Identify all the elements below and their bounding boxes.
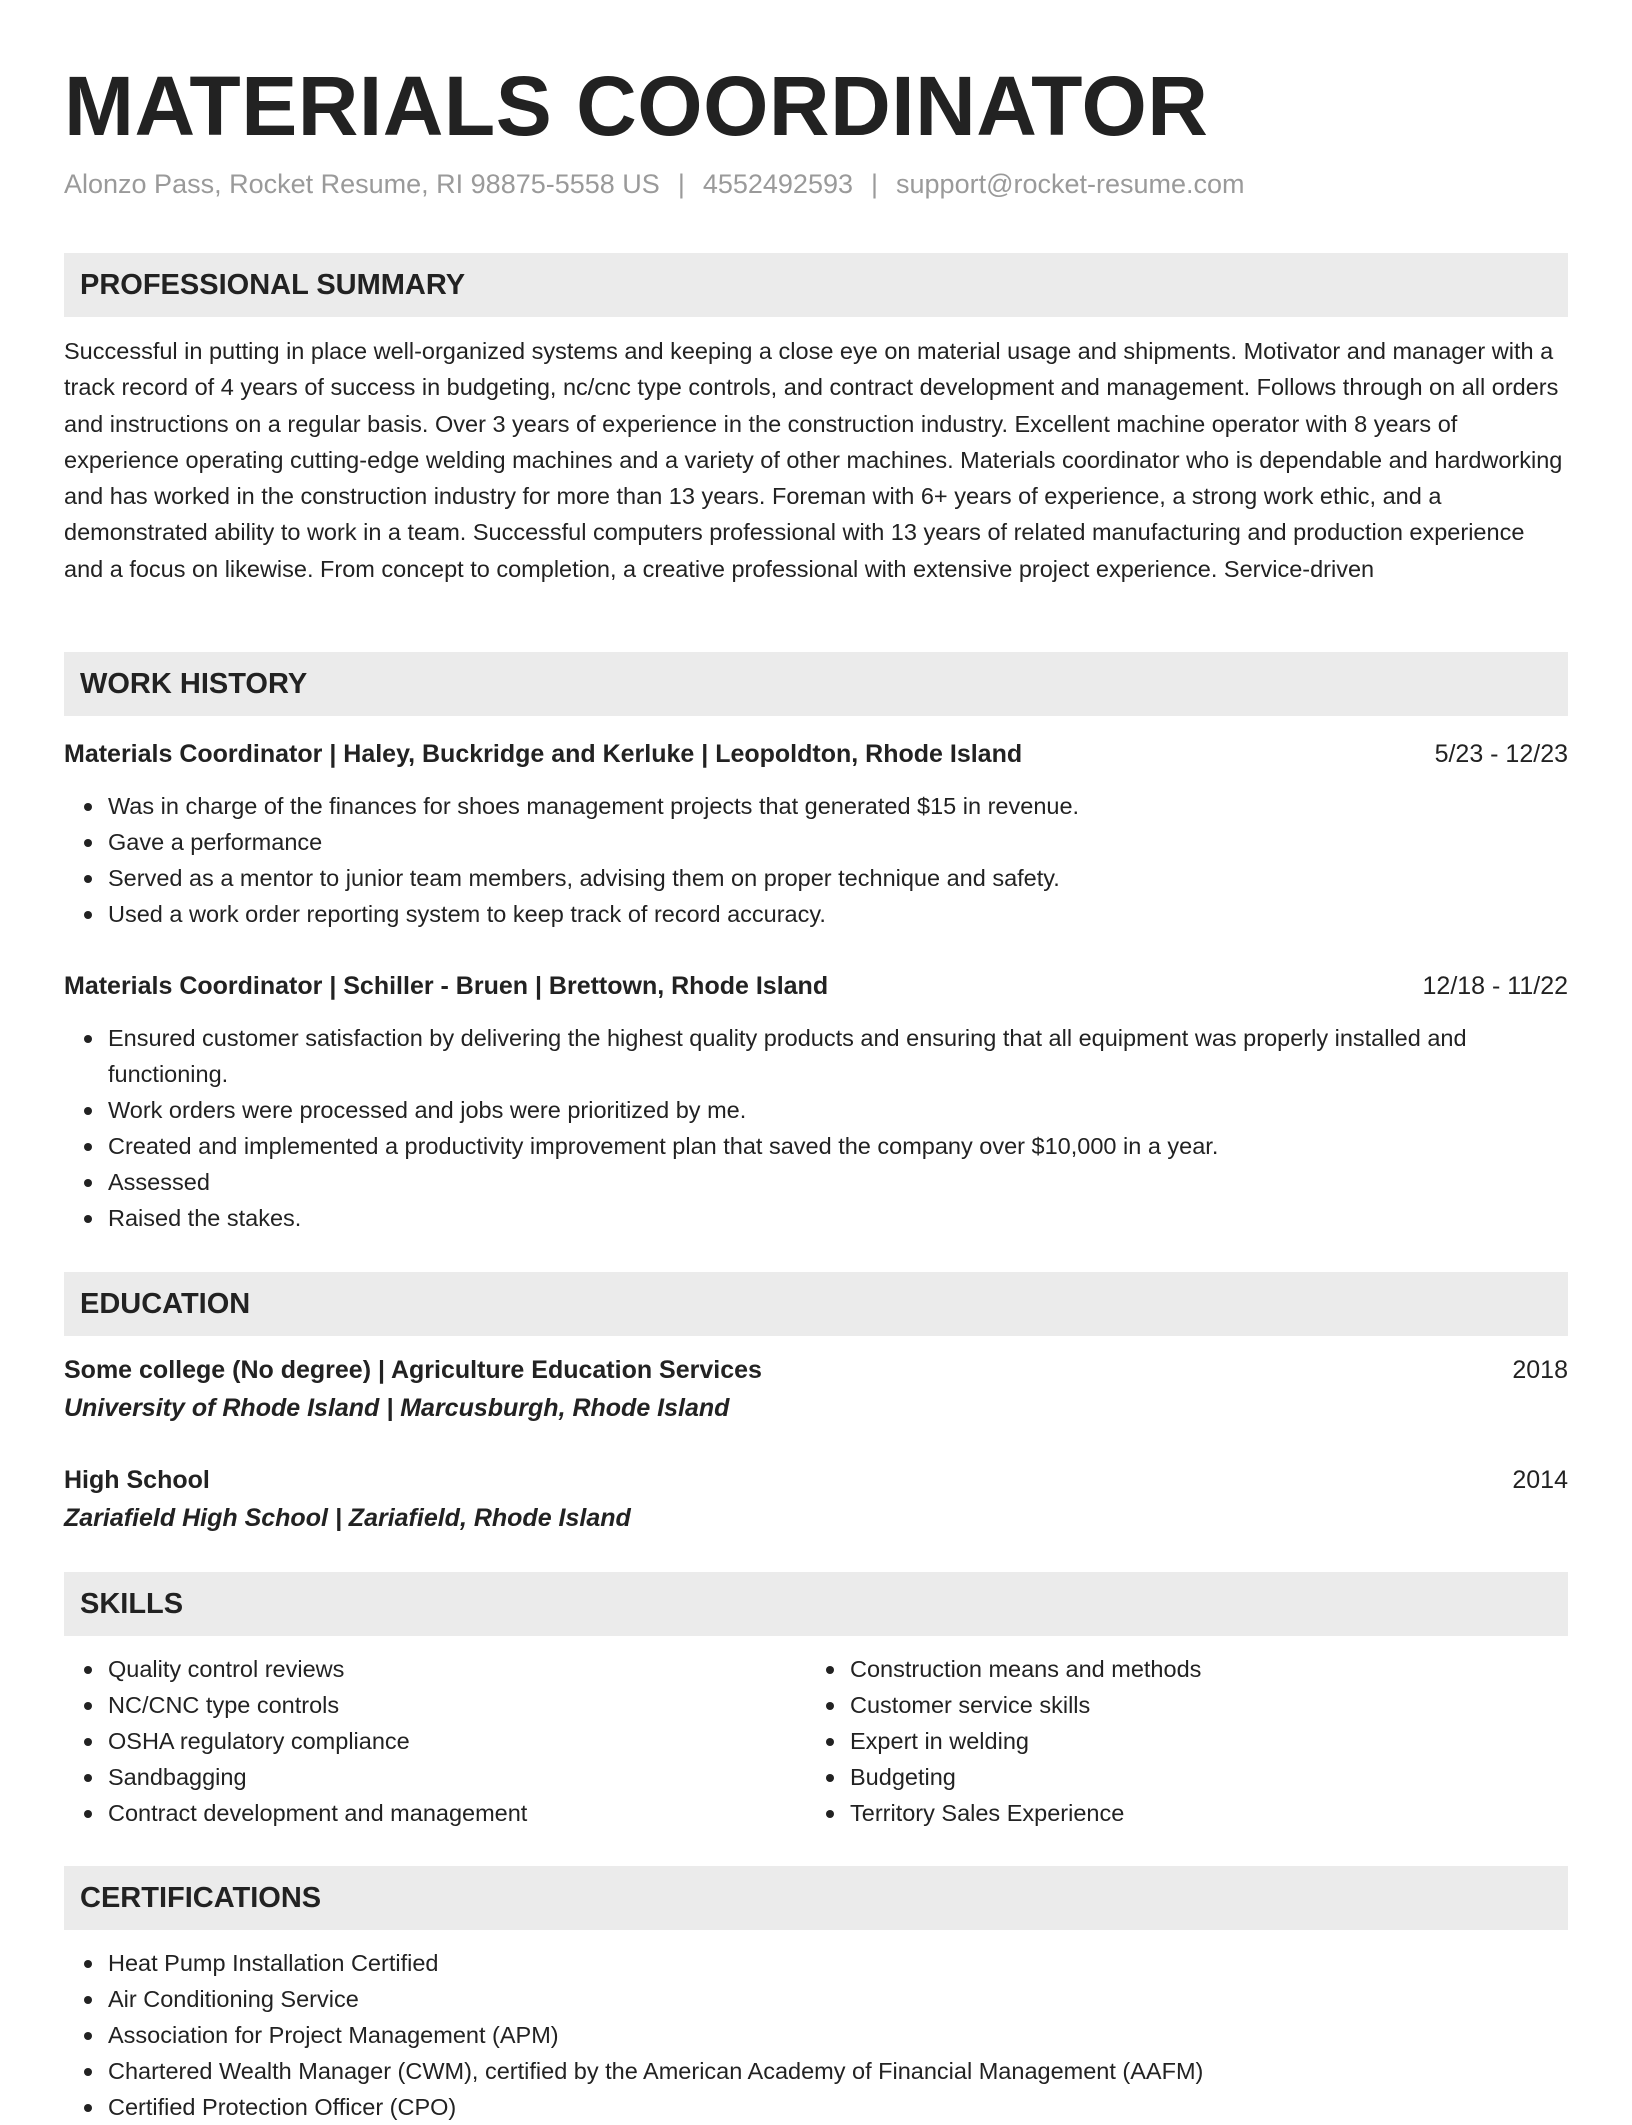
list-item: Association for Project Management (APM): [64, 2017, 1568, 2053]
list-item: Used a work order reporting system to keep track of record accuracy.: [64, 896, 1568, 932]
list-item: Territory Sales Experience: [806, 1795, 1568, 1831]
list-item: Quality control reviews: [64, 1651, 806, 1687]
list-item: Raised the stakes.: [64, 1200, 1568, 1236]
education-degree: High School: [64, 1466, 210, 1494]
summary-text: Successful in putting in place well-organized systems and keeping a close eye on material usage and shipments. Motivator and manager with a track record of 4 years of success in budgeting, nc/cnc type controls, and contract development and management. Follows through on all orders and instructions on a regular basis. Over 3 years of experience in the construction industry. Excellent machine operator with 8 years of experience operating cutting-edge welding machines and a variety of other machines. Materials coordinator who is dependable and hardworking and has worked in the construction industry for more than 13 years. Foreman with 6+ years of experience, a strong work ethic, and a demonstrated ability to work in a team. Successful computers professional with 13 years of related manufacturing and production experience and a focus on likewise. From concept to completion, a creative professional with extensive project experience. Service-driven: [64, 338, 1563, 582]
list-item: Contract development and management: [64, 1795, 806, 1831]
education-year: 2014: [1512, 1466, 1568, 1494]
contact-line: [64, 166, 1245, 202]
list-item: Assessed: [64, 1164, 1568, 1200]
job-header: [64, 968, 1568, 1004]
section-header-certifications: CERTIFICATIONS: [64, 1866, 1568, 1930]
list-item: Chartered Wealth Manager (CWM), certified by the American Academy of Financial Management (AAFM): [64, 2053, 1568, 2089]
section-header-summary: PROFESSIONAL SUMMARY: [64, 253, 1568, 317]
list-item: Created and implemented a productivity improvement plan that saved the company over $10,000 in a year.: [64, 1128, 1568, 1164]
job-dates: 5/23 - 12/23: [1434, 740, 1568, 768]
job-bullets: [64, 788, 1568, 932]
list-item: Work orders were processed and jobs were prioritized by me.: [64, 1092, 1568, 1128]
contact-phone: 4552492593: [702, 169, 853, 199]
job-title: Materials Coordinator | Haley, Buckridge and Kerluke | Leopoldton, Rhode Island: [64, 740, 1023, 768]
section-header-education: EDUCATION: [64, 1272, 1568, 1336]
list-item: Gave a performance: [64, 824, 1568, 860]
education-header: [64, 1352, 1568, 1388]
list-item: NC/CNC type controls: [64, 1687, 806, 1723]
job-header: [64, 736, 1568, 772]
list-item: Certified Protection Officer (CPO): [64, 2089, 1568, 2125]
list-item: Was in charge of the finances for shoes management projects that generated $15 in revenue.: [64, 788, 1568, 824]
certifications-list: [64, 1945, 1568, 2125]
list-item: Customer service skills: [806, 1687, 1568, 1723]
section-header-work-history: WORK HISTORY: [64, 652, 1568, 716]
section-header-skills: SKILLS: [64, 1572, 1568, 1636]
job-bullets: [64, 1020, 1568, 1236]
list-item: Ensured customer satisfaction by delivering the highest quality products and ensuring that all equipment was properly installed and functioning.: [64, 1020, 1568, 1092]
skills-list-right: [806, 1651, 1568, 1831]
skills-list-left: [64, 1651, 806, 1831]
list-item: Sandbagging: [64, 1759, 806, 1795]
education-header: [64, 1462, 1568, 1498]
contact-separator: |: [871, 169, 879, 199]
list-item: Expert in welding: [806, 1723, 1568, 1759]
list-item: Air Conditioning Service: [64, 1981, 1568, 2017]
list-item: OSHA regulatory compliance: [64, 1723, 806, 1759]
contact-address: Alonzo Pass, Rocket Resume, RI 98875-5558 US: [64, 169, 660, 199]
list-item: Construction means and methods: [806, 1651, 1568, 1687]
job-dates: 12/18 - 11/22: [1422, 972, 1568, 1000]
education-year: 2018: [1512, 1356, 1568, 1384]
list-item: Budgeting: [806, 1759, 1568, 1795]
contact-email: support@rocket-resume.com: [896, 169, 1245, 199]
list-item: Served as a mentor to junior team members, advising them on proper technique and safety.: [64, 860, 1568, 896]
resume-title: MATERIALS COORDINATOR: [64, 59, 1209, 153]
education-school: Zariafield High School | Zariafield, Rhode Island: [64, 1504, 631, 1532]
job-title: Materials Coordinator | Schiller - Bruen | Brettown, Rhode Island: [64, 972, 829, 1000]
contact-separator: |: [677, 169, 685, 199]
education-degree: Some college (No degree) | Agriculture Education Services: [64, 1356, 762, 1384]
list-item: Heat Pump Installation Certified: [64, 1945, 1568, 1981]
education-school: University of Rhode Island | Marcusburgh, Rhode Island: [64, 1394, 730, 1422]
